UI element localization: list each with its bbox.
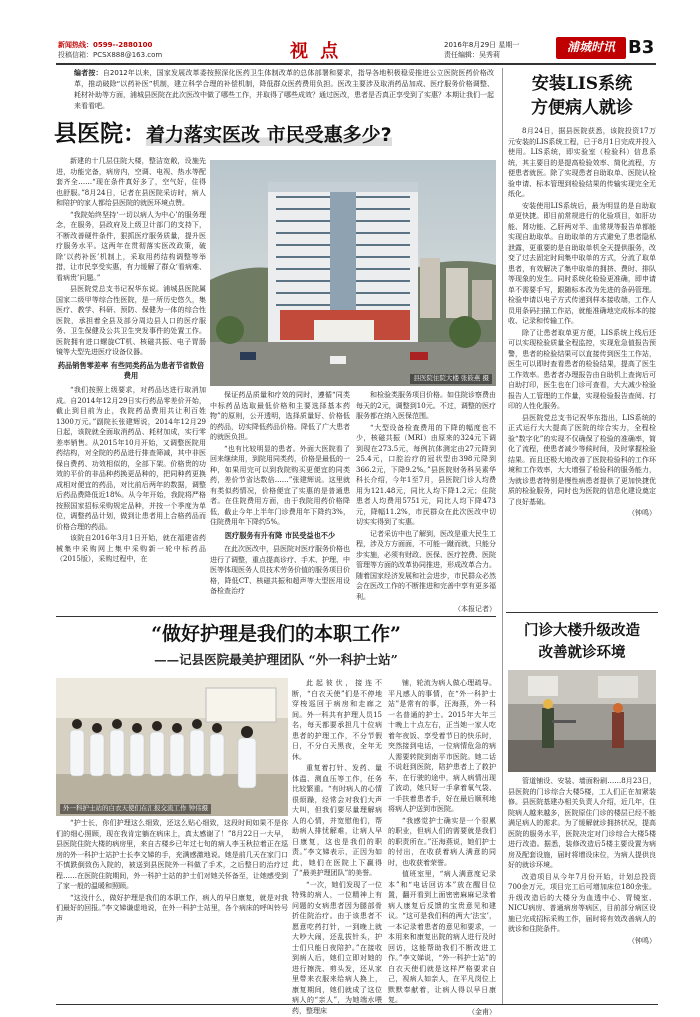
section-title: 视 点 xyxy=(290,38,341,65)
main-title-prefix: 县医院： xyxy=(54,121,146,147)
nursing-col-c xyxy=(388,678,496,1003)
hotline: 新闻热线：0599--2880100 xyxy=(58,40,152,51)
paragraph: “护士长，你们护理这么细致，还这么贴心细致，这段时间如果不是你们的细心照顾，现在我肯定躺在病床上，真太感谢了！”8月22日一大早，县医院住院大楼的病房里，来自古楼乡已年过七旬的病人李玉秋拉着正在巡房的外一科护士站护士长李文娣的手，充满感激地说。她是前几天在家门口不慎跌倒致伤入院的，被送到县医院外一科做了手术，之后整日的治疗过程……在医院住院期间，外一科护士站的护士们对她关怀备至，让她感受到了家一般的温暖和照顾。 xyxy=(56,818,288,892)
nursing-col-b xyxy=(292,678,382,1003)
paragraph: 值班室里，“病人满意度记录本”和“电话回访本”放在醒目位置，翻开看到上面密密麻麻记录着病人康复后反馈的宝贵意见和建议。“这可是我们科的两大‘法宝’，一本记录着患者的意见和要求，一本用来和康复出院的病人进行及时回访，这能帮助我们不断改进工作。”李文娣说，“外一科护士站”的白衣天使们就是这样严格要求自己，视病人如亲人，在平凡岗位上默默奉献着，让病人得以早日康复。 xyxy=(388,869,496,1006)
byline: （钟鸣） xyxy=(508,508,656,519)
nursing-subtitle: ——记县医院最美护理团队 “外一科护士站” xyxy=(56,651,496,670)
paragraph: 县医院党总支书记祝华东说。浦城县医院属国家二级甲等综合性医院，是一所历史悠久，集医疗、教学、科研、预防、保健为一体的综合性医院，承担着全县及部分周边县人口的医疗服务、卫生保健及公共卫生突发事件的处置工作。医院拥有进口螺旋CT机、核磁共振、电子胃肠镜等大型先进医疗设备仪器。 xyxy=(56,284,206,358)
paper-name: 浦城时讯 xyxy=(556,38,626,56)
paragraph: 改造项目从今年7月份开始，计划总投资700余万元，项目完工后可增加床位180余张。升级改造后的大楼分为血透中心、胃镜室、NICU病房、普通病房等病区，目前部分病区设施已完成招标采购工作，届时将有效改善病人的就诊和住院条件。 xyxy=(508,872,656,935)
photo-caption: 外一科护士站的白衣天使们在汇报交流工作 钟伟摄 xyxy=(60,804,211,814)
nursing-col-a xyxy=(56,818,288,1003)
nurses-photo xyxy=(56,678,288,816)
paragraph: 县医院党总支书记祝华东指出，LIS系统的正式运行大大提高了医院的综合实力，全程检验“数字化”的实现不仅确保了检验的准确率，简化了流程，使患者减少等候时间，及时掌握检验结果。而且还极大地改善了医院检验科的工作环境和工作效率，大大增强了检验科的服务能力，为就诊患者特别是慢性病患者提供了更加快捷优质的检验服务，同时也为医院的信息化建设奠定了良好基础。 xyxy=(508,413,656,508)
editor-note xyxy=(74,68,494,112)
editor-note-text: 自2012年以来，国家发展改革委按照深化医药卫生体制改革的总体部署和要求，指导各地积极稳妥推进公立医院医药价格改革，推动破除“以药补医”机制，建立科学合理的补偿机制，降低群众医药费用负担。医改主要涉及取消药品加成、医疗服务价格调整、耗材补助等方面，浦城县医院在此次医改中做了哪些工作，并取得了哪些成效？通过医改，患者是否真正享受到了实惠？本期让我们一起来看看吧。 xyxy=(74,69,494,110)
header-rule xyxy=(56,63,656,65)
header xyxy=(0,0,700,66)
lis-title-line1: 安装LIS系统 xyxy=(508,72,656,98)
paragraph: 管道铺设、安装、墙面粉刷……8月23日，县医院的门诊综合大楼5楼，工人们正在加紧装修。县医院基建办相关负责人介绍，近几年，住院病人越来越多，医院原住门诊的楼层已经不能满足病人的需求。为了缓解就诊拥挤状况，提高医院的服务水平，医院决定对门诊综合大楼5楼进行改造。据悉，装修改造后5楼主要设置为病房及配套设施，届时将增设床位，为病人提供良好的就诊环境。 xyxy=(508,776,656,871)
hospital-building-image xyxy=(210,160,496,386)
main-article-col1 xyxy=(56,156,206,610)
subheading: 医疗服务有升有降 市民受益也不少 xyxy=(210,531,350,542)
byline: （本报记者） xyxy=(356,604,496,615)
page-number: B3 xyxy=(628,34,654,61)
byline: （钟鸣） xyxy=(508,936,656,947)
main-title xyxy=(54,117,496,153)
paragraph: 新建的十几层住院大楼，整洁宽敞，设施先进，功能完备，病房内，空调、电视、热水等配套齐全……“现在条件真好多了，空气好，住得也舒服。”8月24日，记者在县医院采访时，病人和陪护的家人都给县医院的就医环境点赞。 xyxy=(56,156,206,209)
paragraph: 重复着打针、发药、量体温、测血压等工作，任务比较繁重。“有时病人的心情很烦躁，经常会对我们大声大叫，但我们要尽量理解病人的心情，并宽慰他们，帮助病人排忧解难，让病人早日康复，这也是我们的职责。”李文娣表示，正因为如此，她们在医院上下赢得了“最美护理团队”的美誉。 xyxy=(292,763,382,879)
paragraph: 和检验类服务项目价格。如住院诊察费由每天的2元，调整到10元。不过，调整的医疗服务都在纳入医保范围。 xyxy=(356,390,496,422)
paragraph: 该院自2016年3月1日开始，就在福建省药械集中采购网上集中采购新一轮中标药品（2015版），采购过程中，在 xyxy=(56,533,206,565)
editor-note-label: 编者按： xyxy=(74,69,103,77)
paragraph: 除了让患者取单更方便，LIS系统上线后还可以实现检验质量全程监控，实现危急值报告预警，患者的检验结果可以直接传到医生工作站，医生可以即时查看患者的检验结果，提高了医生工作效率。患者者办理报告由自助机上查询后可自助打印，医生也在门诊可查看，大大减少检验报告人工管理的工作量，实现检验报告查阅、打印的人性化服务。 xyxy=(508,328,656,412)
footer-rule xyxy=(56,1004,658,1005)
paragraph: 在此次医改中，县医院对医疗服务价格也进行了调整，重点提高诊疗、手术、护理、中医等体现医务人员技术劳务价值的服务项目价格，降低CT、核磁共振和超声等大型医用设备检查治疗 xyxy=(210,544,350,597)
email: 投稿信箱：PCSX888@163.com xyxy=(58,50,162,61)
paragraph: “我院始终坚持‘一切以病人为中心’的服务理念，在服务，县政府及上级卫计部门的支持下，不断改善硬件条件，狠抓医疗服务质量，提升医疗服务水平。这两年在贯彻落实医改政策，破除‘以药补医’机制上，采取用药结构调整等举措，让市民享受实惠，有力缓解了群众‘看病难、看病贵’问题。” xyxy=(56,210,206,284)
nurses-image xyxy=(56,678,288,816)
main-article-col3 xyxy=(356,390,496,610)
column-divider xyxy=(502,68,503,1004)
construction-image xyxy=(508,670,656,772)
paragraph: “我感觉护士确实是一个很累的职业，但病人们的需要就是我们的职责所在。”汪海燕说，她们护士的付出，在收获着病人满意的同时，也收获着荣誉。 xyxy=(388,816,496,869)
main-title-text: 着力落实医改 市民受惠多少? xyxy=(146,124,392,146)
outpatient-title-line2: 改善就诊环境 xyxy=(508,642,656,664)
paragraph: 安装使用LIS系统后，最为明显的是自助取单更快捷。即目前常规进行的化验项目，如肝功能、肾功能、乙肝两对半、血常规等报告单都能实现自助取单。自助取单的方式避免了患者隐私泄露，更重要的是自助取单机全天提供服务，改变了过去固定时间集中取单的方式，分流了取单患者，有效解决了集中取单的拥挤、费时、排队等现象的发生。同时系统化检验更准确，即申请单不需要手写，跟随标本改为先进的条码管理。检验申请以电子方式传递到样本接收端，工作人员用条码扫描工作站，就能准确地完成标本的接收、记录和传输工作。 xyxy=(508,201,656,327)
paragraph: 此起彼伏，接连不断，“白衣天使”们是不停地穿梭巡回于病房和走廊之间。外一科共有护理人员15名，每天都要承担几十位病患者的护理工作，不分节假日，不分白天黑夜，全年无休。 xyxy=(292,678,382,762)
paragraph: “大型设备检查费用的下降的幅度也不少，核磁共振（MRI）由原来的324元下调到现在273.5元，每例抗体测定由27元降到25.4元，口腔治疗的冠状型由398元降到366.2元，下降9.2%。”县医院财务科吴素华科长介绍，今年1至7月，县医院门诊人均费用为121.48元，同比人均下降1.2元；住院患者人均费用5751元，同比人均下降473元，降幅11.2%，市民群众在此次医改中切切实实得到了实惠。 xyxy=(356,423,496,528)
paragraph: 8月24日，据县医院获悉，该院投资17万元安装的LIS系统工程，已于8月1日完成并投入使用。LIS系统，即实验室（检验科）信息系统，其主要目的是提高检验效率、简化流程，方便患者就医。除了实现患者自助取单、医院认检验申请、标本管理到检验结果的传输实现完全无纸化。 xyxy=(508,126,656,200)
outpatient-title-line1: 门诊大楼升级改造 xyxy=(508,620,656,642)
main-article-col2 xyxy=(210,390,350,610)
outpatient-article-body xyxy=(508,776,656,1004)
paragraph: 保证药品质量和疗效的同时，遵循“同类中标药品选取最低价格和主要选择基本药物”的原则，公开透明，选择质量好、价格低的药品，切实降低药品价格。降低了广大患者的就医负担。 xyxy=(210,390,350,443)
lis-article-body xyxy=(508,126,656,612)
photo-caption: 县医院住院大楼 张筱燕 摄 xyxy=(410,374,492,384)
issue-date: 2016年8月29日 星期一 xyxy=(444,40,519,51)
section-rule xyxy=(506,612,658,613)
paragraph: 铺，轮流为病人做心理疏导。平凡感人的事情，在“外一科护士站”是常有的事，汪海燕，外一科一名普通的护士。2015年大年三十晚上十点左右，正当她一家人吃着年夜饭、享受着节日的快乐时，突然接到电话，一位病情危急的病人需要转院到南平市医院。她二话不说赶到医院，陪护患者上了救护车，在行驶的途中，病人病情出现了波动，她只好一手拿着氧气袋、一手扶着患者手，好在最后顺利地将病人护送到市医院。 xyxy=(388,678,496,815)
hospital-building-photo xyxy=(210,160,496,386)
paragraph: “我们按照上级要求，对药品达进行取消加成。自2014年12月29日实行药品零差价开始，截止到目前为止，我院药品费用共让利百姓1300万元。”副院长张建辉说，2014年12月29日起，该院就全面取消药品、耗材加成，实行零差率销售。从2015年10月开始，又调整医院用药结构，对全院的药品进行排查筛减，其中非医保自费药、功效相似的，全部下架。价格贵的功效的平价的非品种药换更品种的，把同种药更换成相对便宜的药品，对比前后两年的数据，调整后药品费降低近18%。从今年开始，我院将严格按照国家招标采购规定品种，并按一个季度为单位，调整药品计划，做到让患者用上合格药品而价格合理的药品。 xyxy=(56,385,206,532)
construction-photo xyxy=(508,670,656,772)
editor: 责任编辑：吴秀莉 xyxy=(444,50,500,61)
section-rule xyxy=(56,616,496,617)
byline: （金甫） xyxy=(388,1007,496,1017)
paragraph: 记者采访中也了解到，医改是重大民生工程，涉及方方面面，不可能一蹴而就，只能分步实施，必须有财政、医保、医疗控费、医院管理等方面的改革协同推进，形成改革合力。随着国家经济发展和社会进步，市民群众必然会在医改工作的不断推进和完善中享有更多福利。 xyxy=(356,529,496,603)
lis-title-line2: 方便病人就诊 xyxy=(508,96,656,122)
paragraph: “这没什么，做好护理是我们的本职工作，病人的早日康复，就是对我们最好的回报。”李文娣谦虚地说，在外一科护士站里，各个病床的呼叫铃号声 xyxy=(56,893,288,925)
nursing-title: “做好护理是我们的本职工作” xyxy=(56,620,496,649)
paragraph: “一次，她们发现了一位特殊的病人，一位精神上有问题的女病患者因为腿部骨折住院治疗。由于该患者不愿意吃药打针，一到晚上就大吵大闹，还乱拔针头，护士们只能日夜陪护。”在接收到病人后，她们立即对她的进行擦洗、剪头发，还从家里带来衣服来给病人换上，康复期间，她们就成了这位病人的“亲人”，为她端水喂药，整理床 xyxy=(292,880,382,1017)
subheading: 药品销售零差率 有些同类药品为患者节省数倍费用 xyxy=(56,361,206,383)
paragraph: “也有比较明显的患者。外面大医院看了回来继续用，到院用同类药，价格是最低的一种，如果用完可以到我院购买更便宜的同类药，差价节省达数倍……”张建辉说。这里就有类似药情况，价格便宜了实惠的是普通患者。在住院费用方面，由于我院用药价格降低，截止今年上半年门诊费用年下降约3%，住院费用年下降约5%。 xyxy=(210,444,350,528)
